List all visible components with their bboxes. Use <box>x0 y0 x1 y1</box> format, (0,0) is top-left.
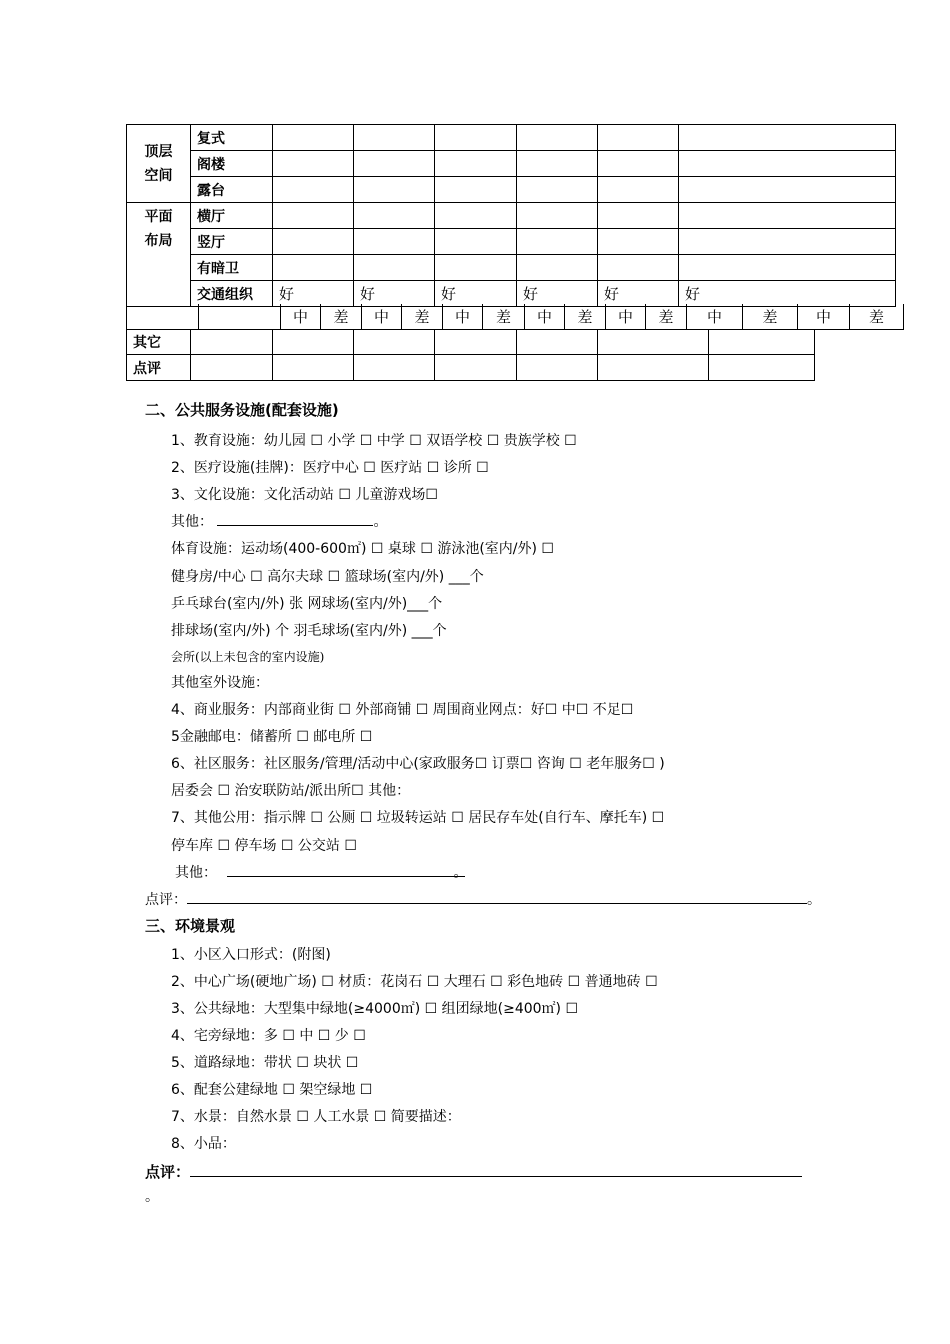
cell[interactable] <box>354 177 435 203</box>
group-plan-layout <box>127 203 191 307</box>
cell[interactable] <box>273 177 354 203</box>
line-public-green: 3、公共绿地：大型集中绿地(≥4000㎡) ☐ 组团绿地(≥400㎡) ☐ <box>171 1001 579 1017</box>
cell[interactable] <box>517 177 598 203</box>
rating-good[interactable]: 好 <box>517 281 598 307</box>
cell[interactable] <box>709 355 815 381</box>
line-pingpong: 乒乓球台(室内/外) 张 网球场(室内/外)___个 <box>171 596 443 612</box>
group-label: 平面 <box>144 209 173 225</box>
cell[interactable] <box>598 255 679 281</box>
cell[interactable] <box>354 355 435 381</box>
row-label: 阁楼 <box>191 151 273 177</box>
line-community: 6、社区服务：社区服务/管理/活动中心(家政服务☐ 订票☐ 咨询 ☐ 老年服务☐ ) <box>171 756 665 772</box>
row-label-traffic: 交通组织 <box>191 281 273 307</box>
cell[interactable] <box>598 229 679 255</box>
period: 。 <box>807 892 821 908</box>
cell[interactable] <box>435 229 517 255</box>
rating-bad[interactable]: 差 <box>483 304 525 330</box>
period: 。 <box>145 1189 159 1205</box>
cell[interactable] <box>273 229 354 255</box>
rating-bad[interactable]: 差 <box>321 304 362 330</box>
cell[interactable] <box>598 329 709 355</box>
cell[interactable] <box>598 151 679 177</box>
cell[interactable] <box>517 151 598 177</box>
rating-mid[interactable]: 中 <box>443 304 483 330</box>
cell[interactable] <box>273 329 354 355</box>
label: 点评： <box>145 892 187 908</box>
blank-field[interactable] <box>227 862 453 877</box>
cell[interactable] <box>598 203 679 229</box>
cell[interactable] <box>435 329 517 355</box>
rating-good[interactable]: 好 <box>598 281 679 307</box>
line-finance: 5金融邮电：储蓄所 ☐ 邮电所 ☐ <box>171 729 373 745</box>
cell[interactable] <box>354 125 435 151</box>
line-volleyball: 排球场(室内/外) 个 羽毛球场(室内/外) ___个 <box>171 623 447 639</box>
cell[interactable] <box>679 203 896 229</box>
group-label: 顶层 <box>144 143 173 160</box>
group-top-space <box>127 125 191 203</box>
line-house-green: 4、宅旁绿地：多 ☐ 中 ☐ 少 ☐ <box>171 1028 366 1044</box>
label: 其他： <box>171 514 213 530</box>
rating-mid[interactable]: 中 <box>687 304 743 330</box>
cell[interactable] <box>435 255 517 281</box>
cell[interactable] <box>354 203 435 229</box>
cell[interactable] <box>435 177 517 203</box>
rating-bad[interactable]: 差 <box>743 304 798 330</box>
cell[interactable] <box>273 125 354 151</box>
cell[interactable] <box>679 151 896 177</box>
label: 其他： <box>175 865 217 881</box>
line-committee: 居委会 ☐ 治安联防站/派出所☐ 其他： <box>171 783 411 799</box>
rating-good[interactable]: 好 <box>435 281 517 307</box>
line-medical: 2、医疗设施(挂牌)：医疗中心 ☐ 医疗站 ☐ 诊所 ☐ <box>171 460 489 476</box>
cell[interactable] <box>273 355 354 381</box>
rating-good[interactable]: 好 <box>679 281 896 307</box>
cell[interactable] <box>679 229 896 255</box>
line-clubhouse: 会所(以上未包含的室内设施) <box>171 650 325 664</box>
line-water: 7、水景：自然水景 ☐ 人工水景 ☐ 简要描述： <box>171 1109 461 1125</box>
cell[interactable] <box>273 151 354 177</box>
cell[interactable] <box>517 203 598 229</box>
cell[interactable] <box>191 355 273 381</box>
cell[interactable] <box>517 255 598 281</box>
cell[interactable] <box>273 255 354 281</box>
cell[interactable] <box>435 203 517 229</box>
row-label: 横厅 <box>191 203 273 229</box>
cell[interactable] <box>598 355 709 381</box>
cell[interactable] <box>679 177 896 203</box>
cell[interactable] <box>598 125 679 151</box>
line-outdoor: 其他室外设施： <box>171 675 269 691</box>
cell[interactable] <box>517 329 598 355</box>
rating-mid[interactable]: 中 <box>525 304 565 330</box>
line-plaza: 2、中心广场(硬地广场) ☐ 材质：花岗石 ☐ 大理石 ☐ 彩色地砖 ☐ 普通地砖 ☐ <box>171 974 658 990</box>
row-label-other: 其它 <box>127 329 191 355</box>
period: 。 <box>453 862 465 877</box>
group-label: 空间 <box>144 167 173 184</box>
rating-mid[interactable]: 中 <box>798 304 850 330</box>
line-entrance: 1、小区入口形式：(附图) <box>171 947 331 963</box>
cell[interactable] <box>435 355 517 381</box>
rating-bad[interactable]: 差 <box>850 304 904 330</box>
cell[interactable] <box>354 255 435 281</box>
row-label: 复式 <box>191 125 273 151</box>
line-sketch: 8、小品： <box>171 1136 236 1152</box>
line-comment <box>145 1160 802 1182</box>
line-road-green: 5、道路绿地：带状 ☐ 块状 ☐ <box>171 1055 359 1071</box>
other-comment-table <box>126 329 815 381</box>
line-other <box>171 511 387 531</box>
line-education: 1、教育设施：幼儿园 ☐ 小学 ☐ 中学 ☐ 双语学校 ☐ 贵族学校 ☐ <box>171 433 577 449</box>
survey-table <box>126 124 896 307</box>
cell[interactable] <box>435 125 517 151</box>
rating-mid[interactable]: 中 <box>281 304 321 330</box>
rating-good[interactable]: 好 <box>273 281 354 307</box>
cell <box>127 304 199 330</box>
comment-field[interactable] <box>190 1160 802 1177</box>
line-parking: 停车库 ☐ 停车场 ☐ 公交站 ☐ <box>171 838 357 854</box>
comment-field[interactable] <box>187 889 807 904</box>
rating-row-table <box>126 304 904 330</box>
rating-mid[interactable]: 中 <box>606 304 646 330</box>
line-public: 7、其他公用：指示牌 ☐ 公厕 ☐ 垃圾转运站 ☐ 居民存车处(自行车、摩托车) ☐ <box>171 810 665 826</box>
blank-field[interactable] <box>217 511 373 526</box>
row-label: 竖厅 <box>191 229 273 255</box>
cell[interactable] <box>273 203 354 229</box>
section-title: 二、公共服务设施(配套设施) <box>145 401 339 419</box>
period: 。 <box>373 514 388 530</box>
cell[interactable] <box>679 125 896 151</box>
rating-bad[interactable]: 差 <box>402 304 443 330</box>
row-label-comment: 点评 <box>127 355 191 381</box>
cell[interactable] <box>679 255 896 281</box>
row-label: 露台 <box>191 177 273 203</box>
cell[interactable] <box>435 151 517 177</box>
cell[interactable] <box>598 177 679 203</box>
row-label: 有暗卫 <box>191 255 273 281</box>
group-label: 布局 <box>144 233 173 249</box>
line-other2 <box>175 862 468 882</box>
line-sports: 体育设施：运动场(400-600㎡) ☐ 桌球 ☐ 游泳池(室内/外) ☐ <box>171 541 554 557</box>
rating-mid[interactable]: 中 <box>362 304 402 330</box>
cell[interactable] <box>517 355 598 381</box>
cell[interactable] <box>354 229 435 255</box>
line-commerce: 4、商业服务：内部商业街 ☐ 外部商铺 ☐ 周围商业网点：好☐ 中☐ 不足☐ <box>171 702 634 718</box>
line-facility-green: 6、配套公建绿地 ☐ 架空绿地 ☐ <box>171 1082 373 1098</box>
line-gym: 健身房/中心 ☐ 高尔夫球 ☐ 篮球场(室内/外) ___个 <box>171 569 484 585</box>
cell[interactable] <box>709 329 815 355</box>
cell[interactable] <box>191 329 273 355</box>
line-culture: 3、文化设施：文化活动站 ☐ 儿童游戏场☐ <box>171 487 438 503</box>
line-comment <box>145 889 821 909</box>
cell[interactable] <box>354 329 435 355</box>
section-title: 三、环境景观 <box>145 917 236 935</box>
rating-good[interactable]: 好 <box>354 281 435 307</box>
rating-bad[interactable]: 差 <box>565 304 606 330</box>
label: 点评： <box>145 1163 191 1181</box>
cell[interactable] <box>517 229 598 255</box>
rating-bad[interactable]: 差 <box>646 304 687 330</box>
cell[interactable] <box>354 151 435 177</box>
cell[interactable] <box>517 125 598 151</box>
cell <box>199 304 281 330</box>
